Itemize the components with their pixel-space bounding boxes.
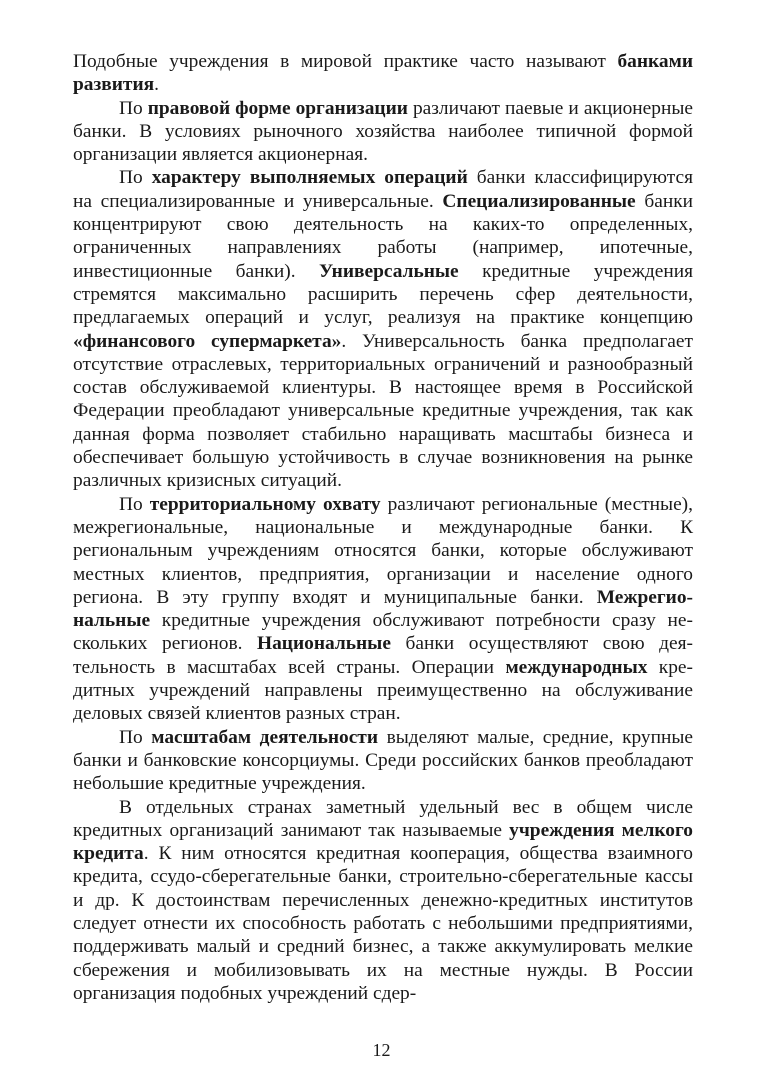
bold-term: территориальному охвату <box>149 493 381 515</box>
text-run: кредитные учреждения обслуживают потребности сразу нескольких регионов. <box>73 610 693 655</box>
text-run: различают паевые и акционерные банки. В условиях рыночного хозяйства наиболее типичной формой организации является акционерная. <box>73 97 693 166</box>
bold-term: характеру выполняемых операций <box>151 167 468 189</box>
text-run: банки осуществляют свою деятельность в масштабах всей страны. Операции <box>73 633 694 678</box>
text-run: кредитные учреждения стремятся максимально расширить перечень сфер деятельности, предлагаемых операций и услуг, реализуя на практике концепцию <box>73 260 693 329</box>
bold-term: учреждения мелкого кредита <box>73 819 693 865</box>
bold-term: международных <box>505 656 648 678</box>
bold-term: «финансового супермаркета» <box>73 330 342 352</box>
paragraph-legal-form <box>73 97 693 167</box>
paragraph-small-credit <box>73 796 693 1006</box>
paragraph-cont <box>73 50 693 97</box>
text-run: банки концентрируют свою деятельность на каких-то определенных, ограниченных направлениях работы (например, ипотечные, инвестиционные банки). <box>73 190 693 282</box>
text-run: В отдельных странах заметный удельный вес в общем числе кредитных организаций занимают так называемые <box>73 796 693 841</box>
bold-term: банками развития <box>73 51 693 96</box>
paragraph-operations <box>73 166 693 492</box>
text-run: . <box>154 74 159 96</box>
text-run: По <box>119 726 152 748</box>
bold-term: Специализированные <box>442 190 636 212</box>
page-number: 12 <box>372 1040 391 1060</box>
paragraph-scale <box>73 726 693 796</box>
bold-term: Универсальные <box>319 260 459 282</box>
text-run: банки классифицируются на специализированные и универсальные. <box>73 167 693 212</box>
paragraph-territorial <box>73 493 693 726</box>
text-run: кредитных учреждений направлены преимущественно на обслуживание деловых связей клиентов разных стран. <box>73 656 693 725</box>
text-run: По <box>119 97 148 119</box>
bold-term: Межрегиональные <box>73 586 693 632</box>
text-run: выделяют малые, средние, крупные банки и банковские консорциумы. Среди российских банков преобладают небольшие кредитные учреждения. <box>73 726 694 795</box>
text-run: По <box>119 493 150 515</box>
page-body <box>73 50 693 1005</box>
text-run: По <box>119 167 152 189</box>
text-run: . Универсальность банка предполагает отсутствие отраслевых, территориальных ограничений и разнообразный состав обслуживаемой клиентуры. В настоящее время в Российской Федерации преобладают универсальные кредитные учреждения, так как данная форма позволяет стабильно наращивать масштабы бизнеса и обеспечивает большую устойчивость в случае возникновения на рынке различных кризисных ситуаций. <box>73 330 693 492</box>
bold-term: масштабам деятельности <box>151 726 379 748</box>
bold-term: правовой форме организации <box>147 97 408 119</box>
text-run: Подобные учреждения в мировой практике часто называют <box>73 51 618 72</box>
bold-term: Национальные <box>257 633 391 655</box>
text-run: различают региональные (местные), межрегиональные, национальные и международные банки. К региональным учреждениям относятся банки, которые обслуживают местных клиентов, предприятия, организации и население одного региона. В эту группу входят и муниципальные банки. <box>73 493 693 608</box>
text-run: . К ним относятся кредитная кооперация, общества взаимного кредита, ссудо-сберегательные банки, строительно-сберегательные кассы и др. К достоинствам перечисленных денежно-кредитных институтов следует отнести их способность работать с небольшими предприятиями, поддерживать малый и средний бизнес, а также аккумулировать мелкие сбережения и мобилизовывать их на местные нужды. В России организация подобных учреждений сдер- <box>73 843 693 1004</box>
